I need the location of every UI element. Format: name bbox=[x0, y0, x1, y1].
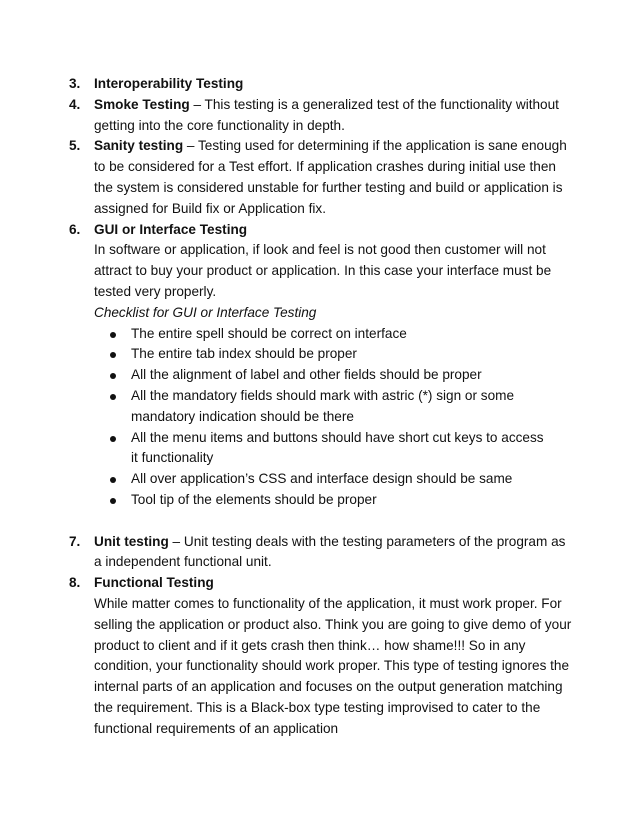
bullet-icon bbox=[110, 394, 116, 400]
bullet-icon bbox=[110, 436, 116, 442]
item-number: 4. bbox=[69, 96, 81, 112]
item-number: 5. bbox=[69, 138, 81, 154]
checklist-item-text: All over application’s CSS and interface design should be same bbox=[131, 471, 513, 487]
list-item-sanity-testing bbox=[0, 136, 574, 219]
item-number: 6. bbox=[69, 221, 81, 237]
checklist-item bbox=[94, 365, 551, 386]
list-item-functional-testing bbox=[0, 573, 574, 739]
checklist-item bbox=[94, 490, 551, 511]
checklist-item-text: All the menu items and buttons should have short cut keys to access it functionality bbox=[131, 429, 544, 466]
checklist-title: Checklist for GUI or Interface Testing bbox=[94, 304, 317, 320]
bullet-icon bbox=[110, 373, 116, 379]
checklist-item-text: All the alignment of label and other fields should be proper bbox=[131, 367, 482, 383]
list-item-smoke-testing bbox=[0, 95, 574, 137]
list-item-gui-testing bbox=[0, 220, 574, 511]
checklist-item bbox=[94, 469, 551, 490]
list-item-unit-testing bbox=[0, 532, 574, 574]
bullet-icon bbox=[110, 352, 116, 358]
item-text: – Testing used for determining if the application is sane enough to be considered for a Test effort. If application crashes during initial use then the system is considered unstable for further testing and build or application is assigned for Build fix or Application fix. bbox=[94, 138, 567, 216]
item-title: Unit testing bbox=[94, 533, 169, 549]
checklist-item bbox=[94, 428, 551, 470]
checklist-item-text: All the mandatory fields should mark with astric (*) sign or some mandatory indication should be there bbox=[131, 387, 515, 424]
item-number: 3. bbox=[69, 76, 81, 91]
checklist bbox=[94, 324, 574, 511]
item-paragraph: While matter comes to functionality of the application, it must work proper. For selling the application or product also. Think you are going to give demo of your product to client and if it gets crash then think… how shame!!! So in any condition, your functionality should work proper. This type of testing ignores the internal parts of an application and focuses on the output generation matching the requirement. This is a Black-box type testing improvised to cater to the functional requirements of an application bbox=[94, 595, 572, 736]
bullet-icon bbox=[110, 332, 116, 338]
item-title: GUI or Interface Testing bbox=[94, 221, 248, 237]
list-item-interoperability bbox=[0, 74, 574, 95]
checklist-item-text: Tool tip of the elements should be proper bbox=[131, 491, 377, 507]
bullet-icon bbox=[110, 498, 116, 504]
checklist-item bbox=[94, 386, 551, 428]
checklist-item bbox=[94, 324, 551, 345]
item-paragraph: In software or application, if look and feel is not good then customer will not attract to buy your product or application. In this case your interface must be tested very properly. bbox=[94, 242, 552, 299]
item-number: 7. bbox=[69, 533, 81, 549]
item-title: Sanity testing bbox=[94, 138, 184, 154]
testing-types-list bbox=[0, 74, 638, 740]
item-text: – Unit testing deals with the testing parameters of the program as a independent functional unit. bbox=[94, 533, 566, 570]
item-title: Interoperability Testing bbox=[94, 76, 244, 91]
item-number: 8. bbox=[69, 575, 81, 591]
checklist-item-text: The entire tab index should be proper bbox=[131, 346, 357, 362]
checklist-item-text: The entire spell should be correct on interface bbox=[131, 325, 407, 341]
spacer bbox=[0, 511, 638, 532]
item-title: Smoke Testing bbox=[94, 96, 190, 112]
item-text: – This testing is a generalized test of the functionality without getting into the core functionality in depth. bbox=[94, 96, 559, 133]
item-title: Functional Testing bbox=[94, 575, 214, 591]
checklist-item bbox=[94, 344, 551, 365]
bullet-icon bbox=[110, 477, 116, 483]
